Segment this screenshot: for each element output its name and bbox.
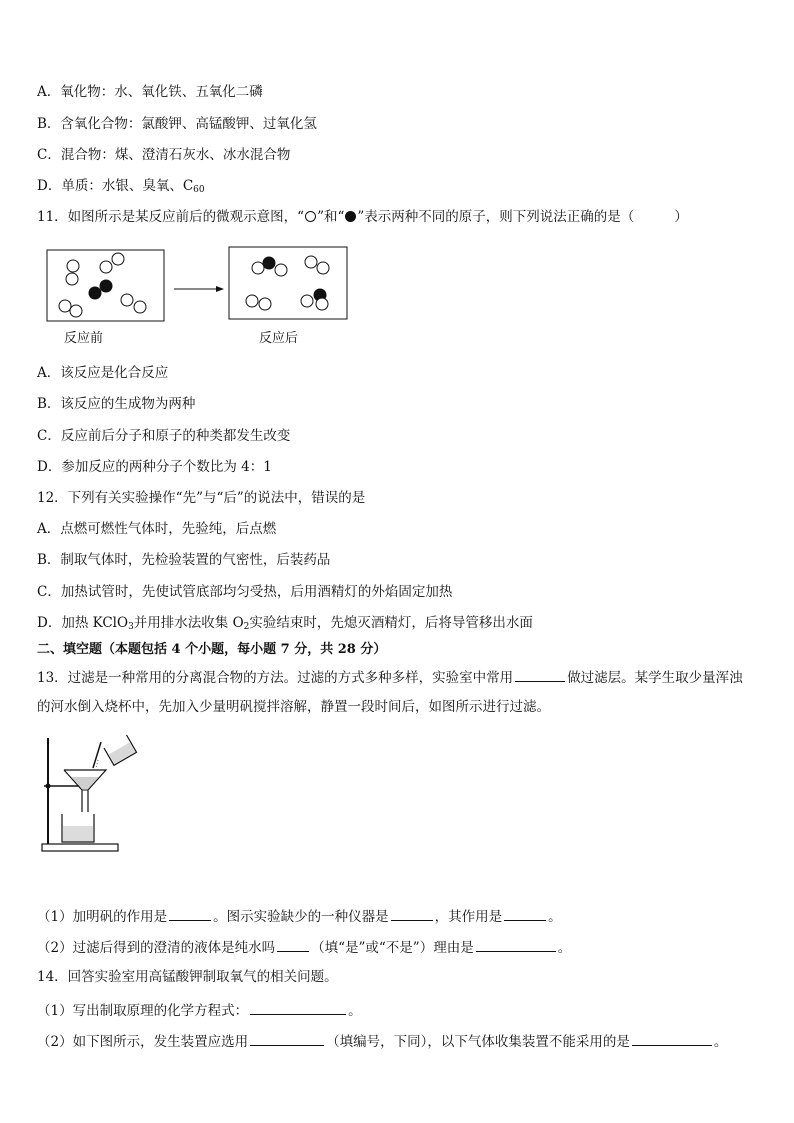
caption-after: 反应后 [259, 331, 299, 346]
q10-option-d-sub: 60 [193, 185, 205, 195]
reaction-arrow-head [216, 286, 224, 292]
q14-sub1 [37, 1000, 362, 1020]
q12-d-part2: 并用排水法收集 O [133, 615, 244, 631]
q13-line1-b: 做过滤层。某学生取少量浑浊 [567, 670, 743, 686]
q12-option-a: A．点燃可燃性气体时，先验纯，后点燃 [37, 521, 277, 537]
q11-stem-part2: ”和“ [317, 209, 345, 225]
before-black-atom [89, 287, 102, 300]
q11-option-a: A．该反应是化合反应 [37, 365, 169, 381]
q10-option-a: A．氧化物：水、氧化铁、五氧化二磷 [37, 84, 263, 100]
before-black-atom [100, 280, 113, 293]
q14-stem: 14．回答实验室用高锰酸钾制取氧气的相关问题。 [37, 969, 338, 985]
q12-d-sub2: 2 [243, 622, 250, 632]
pouring-beaker [104, 735, 137, 765]
after-white-atom [301, 295, 313, 307]
after-white-atom [316, 298, 328, 310]
q13-line2: 的河水倒入烧杯中，先加入少量明矾搅拌溶解，静置一段时间后，如图所示进行过滤。 [37, 699, 550, 715]
q13-sub2-b: （填“是”或“不是”）理由是 [311, 940, 474, 956]
q11-stem [37, 208, 688, 226]
before-white-atom [66, 273, 78, 285]
after-white-atom [305, 256, 317, 268]
q10-option-c: C．混合物：煤、澄清石灰水、冰水混合物 [37, 147, 291, 163]
q12-option-d [37, 614, 533, 636]
before-white-atom [134, 301, 146, 313]
q14-sub2 [37, 1031, 727, 1051]
q13-line1-a: 13．过滤是一种常用的分离混合物的方法。过滤的方式多种多样，实验室中常用 [37, 670, 514, 686]
q14-sub2-b: （填编号，下同），以下气体收集装置不能采用的是 [326, 1034, 630, 1050]
caption-before: 反应前 [64, 331, 104, 346]
after-white-atom [246, 295, 258, 307]
after-black-atom [263, 257, 276, 270]
reaction-diagram [40, 244, 360, 326]
q14-sub1-a: （1）写出制取原理的化学方程式： [37, 1003, 249, 1019]
q11-option-d: D．参加反应的两种分子个数比为 4：1 [37, 459, 272, 475]
white-atom-icon [305, 211, 316, 222]
q10-option-d-text: D．单质：水银、臭氧、C [37, 178, 194, 194]
q12-d-part1: D．加热 KClO [37, 615, 129, 631]
before-white-atom [112, 253, 124, 265]
q10-option-d [37, 177, 205, 199]
after-white-atom [259, 298, 271, 310]
q11-stem-part4: ） [674, 209, 688, 225]
q13-sub1-c: ，其作用是 [434, 909, 503, 925]
q11-stem-part1: 11．如图所示是某反应前后的微观示意图，“ [37, 209, 305, 225]
q13-line1 [37, 667, 743, 687]
black-atom-icon [345, 211, 356, 222]
before-white-atom [121, 294, 133, 306]
before-white-atom [70, 305, 82, 317]
q13-sub1-a: （1）加明矾的作用是 [37, 909, 168, 925]
section2-title: 二、填空题（本题包括 4 个小题，每小题 7 分，共 28 分） [37, 642, 387, 657]
before-white-atom [59, 300, 71, 312]
q10-option-b: B．含氧化合物：氯酸钾、高锰酸钾、过氧化氢 [37, 116, 317, 132]
q13-sub2-c: 。 [557, 940, 572, 956]
before-white-atom [100, 261, 112, 273]
q13-sub1-d: 。 [548, 909, 562, 925]
q12-option-c: C．加热试管时，先使试管底部均匀受热，后用酒精灯的外焰固定加热 [37, 584, 453, 600]
q14-blank-equation[interactable] [250, 1000, 346, 1015]
before-white-atom [67, 260, 79, 272]
q13-blank-function[interactable] [504, 906, 546, 921]
q14-blank-collector[interactable] [632, 1031, 712, 1046]
holder-clamp [46, 784, 51, 789]
q12-stem: 12．下列有关实验操作“先”与“后”的说法中，错误的是 [37, 490, 366, 506]
after-white-atom [275, 264, 287, 276]
after-white-atom [252, 262, 264, 274]
q12-d-sub1: 3 [128, 622, 134, 632]
q13-sub1-b: 。图示实验缺少的一种仪器是 [213, 909, 389, 925]
q13-blank-instrument[interactable] [391, 906, 433, 921]
q11-option-c: C．反应前后分子和原子的种类都发生改变 [37, 428, 291, 444]
q12-option-b: B．制取气体时，先检验装置的气密性，后装药品 [37, 552, 331, 568]
after-white-atom [317, 262, 329, 274]
q11-stem-part3: ”表示两种不同的原子，则下列说法正确的是（ [357, 209, 635, 225]
q13-blank-alum[interactable] [169, 906, 211, 921]
q13-blank-reason[interactable] [476, 937, 556, 952]
q13-blank-filter-layer[interactable] [515, 667, 565, 682]
q14-sub2-c: 。 [713, 1034, 728, 1050]
glass-rod [93, 742, 101, 768]
q14-blank-generator[interactable] [250, 1031, 324, 1046]
q13-sub2-a: （2）过滤后得到的澄清的液体是纯水吗 [37, 940, 276, 956]
filtration-apparatus [38, 732, 148, 856]
stand-base [42, 844, 118, 851]
q11-option-b: B．该反应的生成物为两种 [37, 396, 196, 412]
q13-sub2 [37, 937, 571, 957]
after-box [229, 247, 347, 319]
q14-sub2-a: （2）如下图所示，发生装置应选用 [37, 1034, 249, 1050]
q12-d-part3: 实验结束时，先熄灭酒精灯，后将导管移出水面 [249, 615, 533, 631]
q14-sub1-b: 。 [348, 1003, 362, 1019]
q13-sub1 [37, 906, 562, 926]
q13-blank-pure[interactable] [277, 937, 309, 952]
